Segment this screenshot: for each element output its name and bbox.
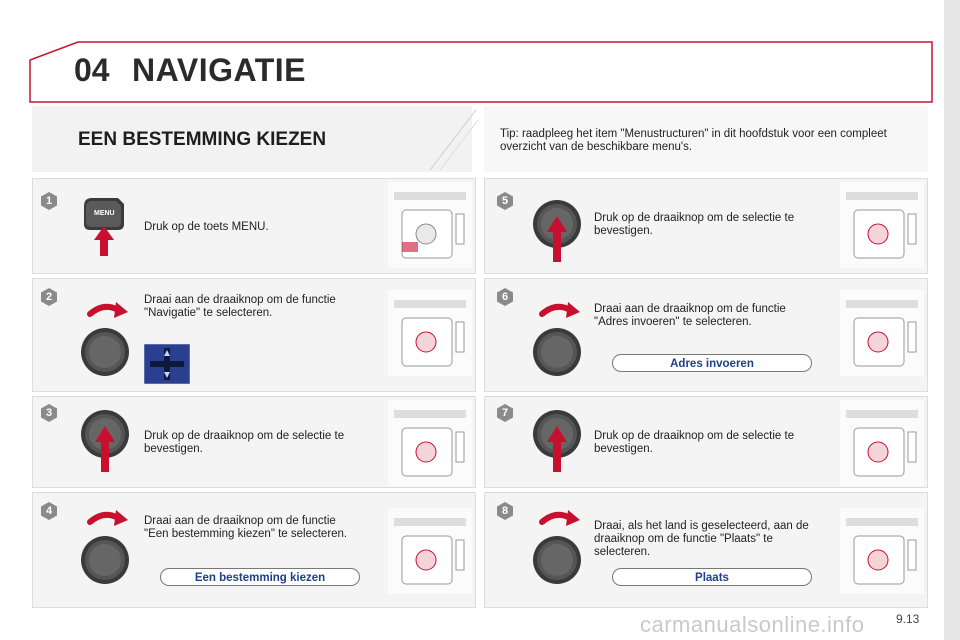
step-text: Druk op de toets MENU. xyxy=(144,221,269,233)
step-number: 4 xyxy=(45,505,53,517)
rotate-knob-icon xyxy=(76,508,134,586)
step-number-badge xyxy=(496,404,514,422)
step-number: 5 xyxy=(501,195,509,207)
push-knob-icon xyxy=(76,408,134,474)
step-number: 2 xyxy=(45,291,53,303)
step-number: 7 xyxy=(501,407,509,419)
step-text: Draai aan de draaiknop om de functie "Een bestemming kiezen" te selecteren. xyxy=(144,515,348,540)
step-text: Draai, als het land is geselecteerd, aan de draaiknop om de functie "Plaats" te selecteren. xyxy=(594,520,809,558)
menu-item-pill: Een bestemming kiezen xyxy=(160,568,360,586)
section-title: EEN BESTEMMING KIEZEN xyxy=(78,129,327,150)
step-number-badge xyxy=(496,192,514,210)
control-panel-thumbnail xyxy=(388,400,472,486)
step-text: Draai aan de draaiknop om de functie "Navigatie" te selecteren. xyxy=(144,294,336,319)
step-number: 3 xyxy=(45,407,53,419)
control-panel-thumbnail xyxy=(840,400,924,486)
tip-text: Tip: raadpleeg het item "Menustructuren" in dit hoofdstuk voor een compleet overzicht van de beschikbare menu's. xyxy=(500,128,887,153)
step-text: Druk op de draaiknop om de selectie te bevestigen. xyxy=(594,430,795,455)
section-decoration xyxy=(430,108,480,172)
step-number: 8 xyxy=(501,505,509,517)
rotate-knob-icon xyxy=(76,300,134,378)
menu-item-pill: Plaats xyxy=(612,568,812,586)
menu-key-icon xyxy=(80,196,128,258)
watermark: carmanualsonline.info xyxy=(640,612,865,637)
step-number-badge xyxy=(496,502,514,520)
step-number-badge xyxy=(40,288,58,306)
step-number: 6 xyxy=(501,291,509,303)
menu-key-label: MENU xyxy=(94,210,115,217)
chapter-number: 04 xyxy=(74,52,110,88)
control-panel-thumbnail xyxy=(388,182,472,268)
step-number-badge xyxy=(496,288,514,306)
chapter-title: NAVIGATIE xyxy=(132,52,306,88)
control-panel-thumbnail xyxy=(840,182,924,268)
step-number-badge xyxy=(40,502,58,520)
push-knob-icon xyxy=(528,198,586,264)
navigation-icon xyxy=(144,344,190,384)
rotate-knob-icon xyxy=(528,300,586,378)
step-number: 1 xyxy=(45,195,53,207)
step-number-badge xyxy=(40,404,58,422)
control-panel-thumbnail xyxy=(840,508,924,594)
step-text: Draai aan de draaiknop om de functie "Adres invoeren" te selecteren. xyxy=(594,303,786,328)
step-text: Druk op de draaiknop om de selectie te bevestigen. xyxy=(144,430,345,455)
menu-item-pill: Adres invoeren xyxy=(612,354,812,372)
control-panel-thumbnail xyxy=(840,290,924,376)
rotate-knob-icon xyxy=(528,508,586,586)
control-panel-thumbnail xyxy=(388,290,472,376)
step-text: Druk op de draaiknop om de selectie te bevestigen. xyxy=(594,212,795,237)
push-knob-icon xyxy=(528,408,586,474)
page-edge-bar xyxy=(944,0,960,640)
page-number: 9.13 xyxy=(896,612,920,626)
control-panel-thumbnail xyxy=(388,508,472,594)
step-number-badge xyxy=(40,192,58,210)
